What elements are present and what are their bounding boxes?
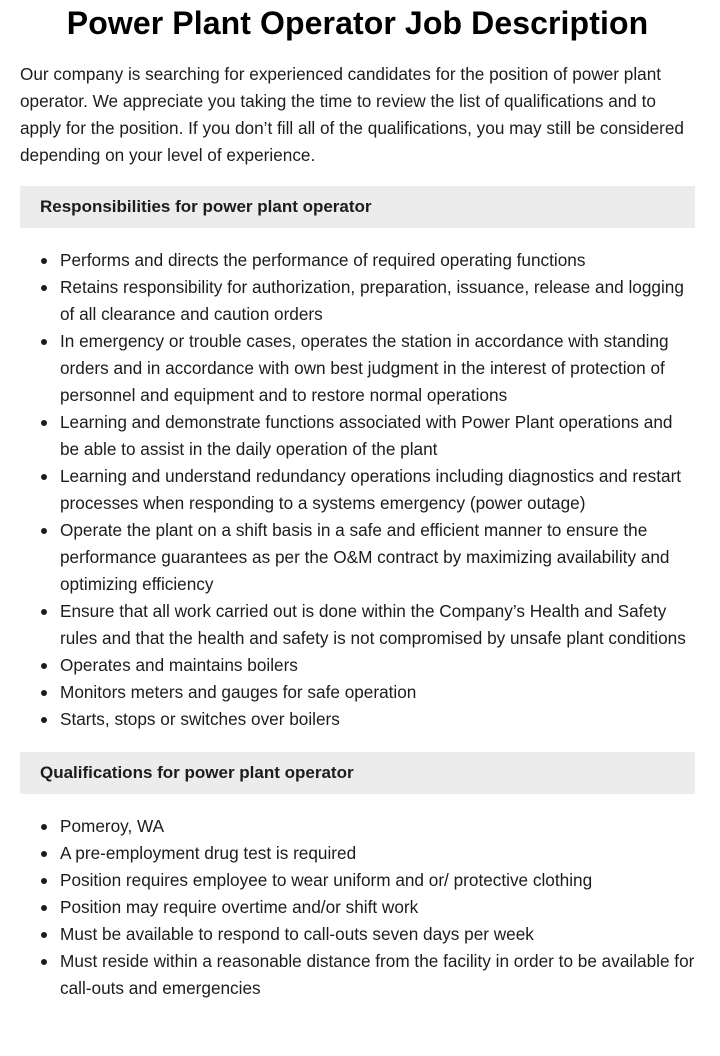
bullet-icon — [41, 420, 47, 426]
list-item — [20, 679, 695, 706]
list-item — [20, 517, 695, 598]
list-item — [20, 948, 695, 1002]
bullet-icon — [41, 824, 47, 830]
bullet-icon — [41, 609, 47, 615]
bullet-icon — [41, 932, 47, 938]
list-item — [20, 328, 695, 409]
list-item — [20, 274, 695, 328]
list-item-text: Position requires employee to wear uniform and or/ protective clothing — [60, 870, 593, 890]
list-item — [20, 813, 695, 840]
list-item — [20, 598, 695, 652]
list-item-text: Position may require overtime and/or shift work — [60, 897, 419, 917]
list-item-text: Retains responsibility for authorization, preparation, issuance, release and logging of all clearance and caution orders — [60, 277, 684, 324]
responsibilities-heading: Responsibilities for power plant operator — [20, 186, 695, 228]
list-item-text: Monitors meters and gauges for safe operation — [60, 682, 417, 702]
list-item — [20, 463, 695, 517]
bullet-icon — [41, 959, 47, 965]
bullet-icon — [41, 690, 47, 696]
list-item-text: Operate the plant on a shift basis in a safe and efficient manner to ensure the performance guarantees as per the O&M contract by maximizing availability and optimizing efficiency — [60, 520, 670, 594]
list-item-text: In emergency or trouble cases, operates the station in accordance with standing orders and in accordance with own best judgment in the interest of protection of personnel and equipment and to restore normal operations — [60, 331, 669, 405]
list-item-text: Pomeroy, WA — [60, 816, 165, 836]
list-item — [20, 921, 695, 948]
list-item-text: Operates and maintains boilers — [60, 655, 298, 675]
qualifications-heading: Qualifications for power plant operator — [20, 752, 695, 794]
intro-paragraph: Our company is searching for experienced candidates for the position of power plant operator. We appreciate you taking the time to review the list of qualifications and to apply for the position. If you don’t fill all of the qualifications, you may still be considered depending on your level of experience. — [20, 64, 684, 165]
list-item-text: Must be available to respond to call-outs seven days per week — [60, 924, 534, 944]
list-item-text: Must reside within a reasonable distance from the facility in order to be available for call-outs and emergencies — [60, 951, 695, 998]
list-item-text: Ensure that all work carried out is done within the Company’s Health and Safety rules and that the health and safety is not compromised by unsafe plant conditions — [60, 601, 686, 648]
list-item-text: Starts, stops or switches over boilers — [60, 709, 340, 729]
bullet-icon — [41, 285, 47, 291]
bullet-icon — [41, 339, 47, 345]
bullet-icon — [41, 717, 47, 723]
list-item — [20, 247, 695, 274]
page-title: Power Plant Operator Job Description — [66, 5, 649, 41]
list-item-text: Learning and demonstrate functions associated with Power Plant operations and be able to assist in the daily operation of the plant — [60, 412, 673, 459]
bullet-icon — [41, 258, 47, 264]
list-item — [20, 652, 695, 679]
list-item — [20, 867, 695, 894]
responsibilities-list — [20, 247, 695, 733]
list-item-text: Learning and understand redundancy operations including diagnostics and restart processes when responding to a systems emergency (power outage) — [60, 466, 682, 513]
bullet-icon — [41, 905, 47, 911]
bullet-icon — [41, 663, 47, 669]
qualifications-list — [20, 813, 695, 1002]
list-item — [20, 840, 695, 867]
bullet-icon — [41, 474, 47, 480]
list-item — [20, 706, 695, 733]
list-item — [20, 894, 695, 921]
list-item-text: A pre-employment drug test is required — [60, 843, 357, 863]
list-item-text: Performs and directs the performance of required operating functions — [60, 250, 586, 270]
bullet-icon — [41, 851, 47, 857]
list-item — [20, 409, 695, 463]
bullet-icon — [41, 528, 47, 534]
bullet-icon — [41, 878, 47, 884]
